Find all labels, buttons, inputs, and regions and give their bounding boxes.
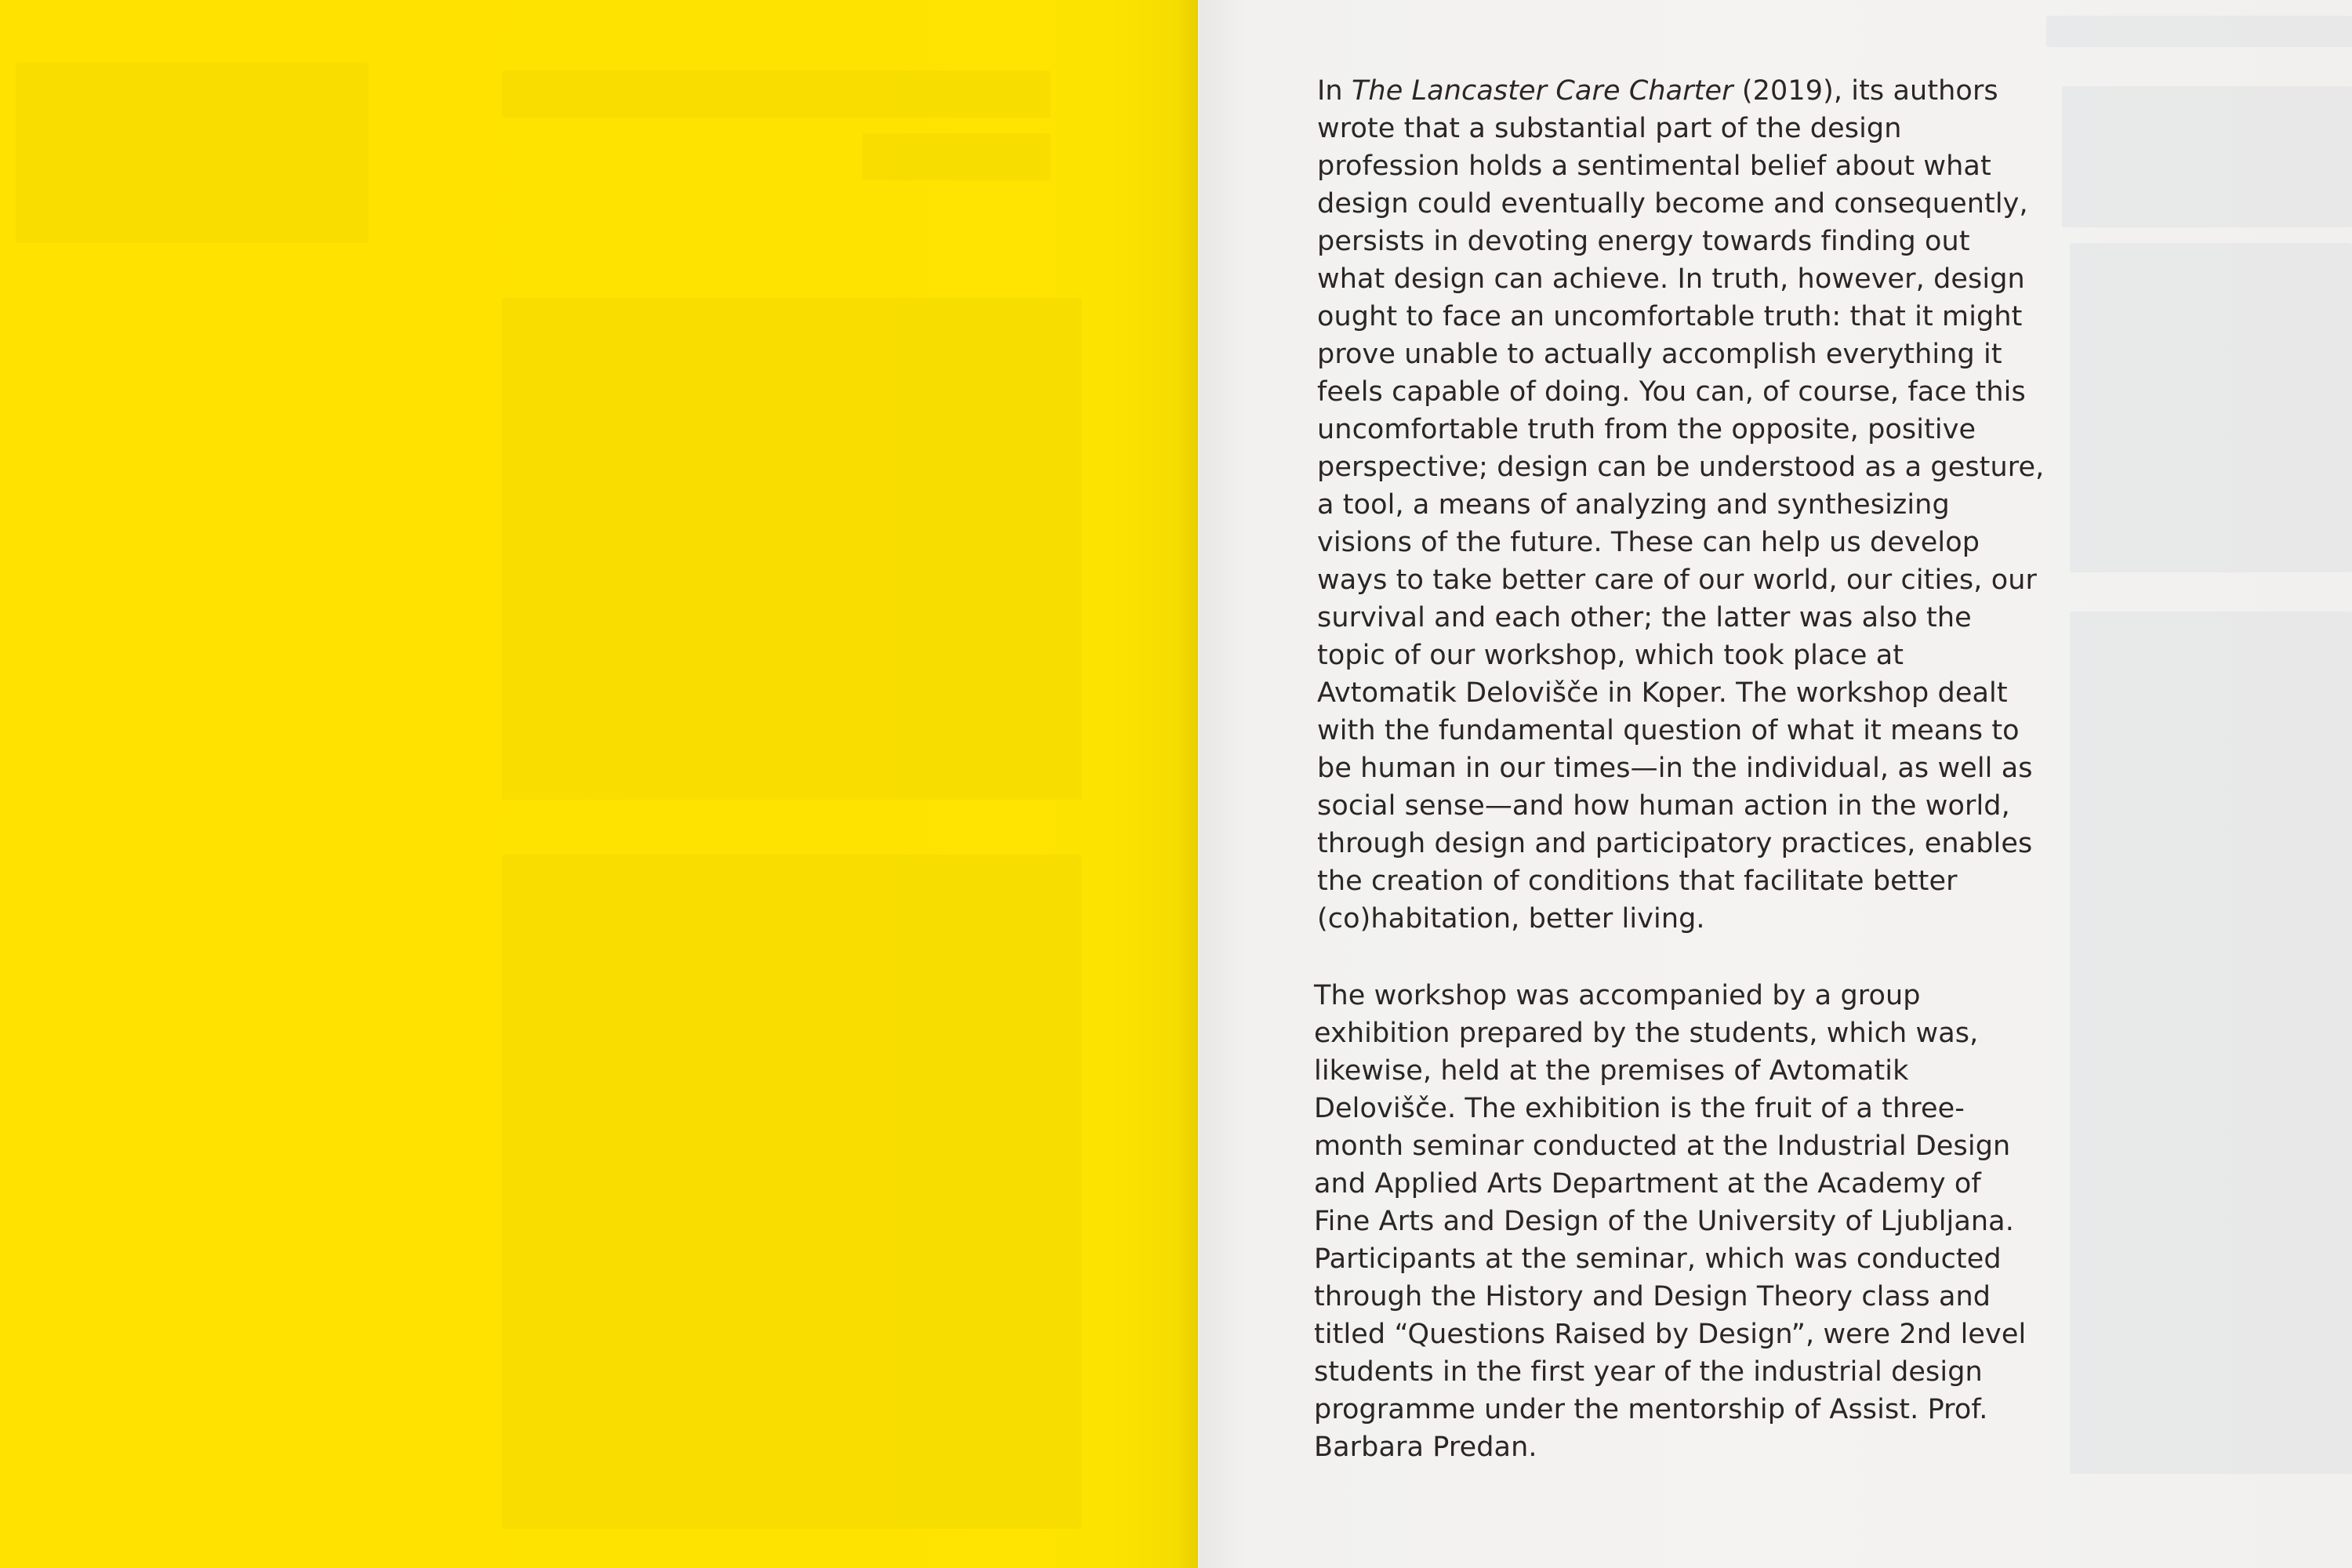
show-through-col-r1 [2070,243,2352,572]
charter-title-italic: The Lancaster Care Charter [1351,75,1733,107]
show-through-column-2 [502,855,1082,1529]
show-through-top [2046,16,2352,47]
paragraph-1-prefix: In [1317,75,1352,107]
show-through-block [16,63,368,243]
show-through-heading-r [2062,86,2352,227]
show-through-column-1 [502,298,1082,800]
body-paragraph-1 [1317,72,2046,938]
show-through-heading-2 [862,133,1051,180]
paragraph-1-body: (2019), its authors wrote that a substantial part of the design profession holds a sentimental belief about what design could eventually become and consequently, persists in devoting energy towards finding out what design can achieve. In truth, however, design ought to face an uncomfortable truth: that it might prove unable to actually accomplish everything it feels capable of doing. You can, of course, face this uncomfortable truth from the opposite, positive perspective; design can be understood as a gesture, a tool, a means of analyzing and synthesizing visions of the future. These can help us develop ways to take better care of our world, our cities, our survival and each other; the latter was also the topic of our workshop, which took place at Avtomatik Delovišče in Koper. The workshop dealt with the fundamental question of what it means to be human in our times—in the individual, as well as social sense—and how human action in the world, through design and participatory practices, enables the creation of conditions that facilitate better (co)habitation, better living. [1317,75,2045,935]
body-paragraph-2: The workshop was accompanied by a group exhibition prepared by the students, which was, likewise, held at the premises of Avtomatik Delovišče. The exhibition is the fruit of a three-month seminar conducted at the Industrial Design and Applied Arts Department at the Academy of Fine Arts and Design of the University of Ljubljana. Participants at the seminar, which was conducted through the History and Design Theory class and titled “Questions Raised by Design”, were 2nd level students in the first year of the industrial design programme under the mentorship of Assist. Prof. Barbara Predan. [1314,980,2027,1463]
show-through-col-r2 [2070,612,2352,1474]
show-through-heading [502,71,1051,118]
